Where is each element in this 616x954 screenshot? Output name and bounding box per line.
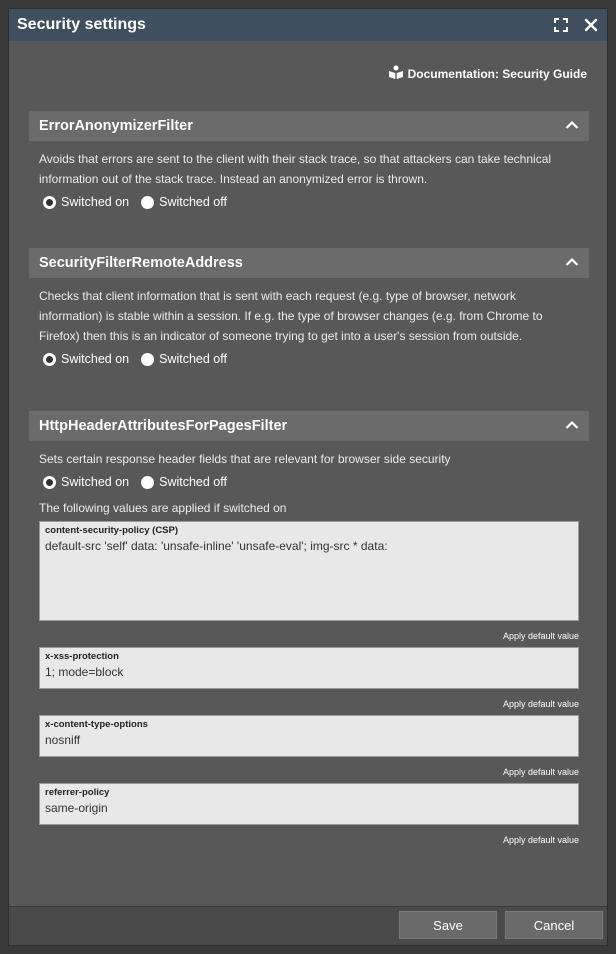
radio-switched-off[interactable] [141,195,227,209]
section-title: ErrorAnonymizerFilter [39,118,193,134]
documentation-link[interactable] [388,65,587,82]
radio-switched-on[interactable] [43,352,129,366]
security-settings-dialog [8,8,608,946]
field-value[interactable]: 1; mode=block [45,665,124,679]
radio-label: Switched off [159,475,227,489]
radio-unchecked-icon [141,196,154,209]
book-icon [388,65,404,82]
radio-unchecked-icon [141,476,154,489]
radio-label: Switched off [159,352,227,366]
radio-switched-off[interactable] [141,352,227,366]
field-label: x-content-type-options [45,719,148,730]
field-label: referrer-policy [45,787,110,798]
documentation-link-label: Documentation: Security Guide [407,66,587,81]
dialog-content [9,41,607,907]
field-label: content-security-policy (CSP) [45,525,179,536]
field-label: x-xss-protection [45,651,119,662]
section-title: HttpHeaderAttributesForPagesFilter [39,418,288,434]
radio-checked-icon [43,196,56,209]
section-description: Avoids that errors are sent to the client with their stack trace, so that attackers can take technical information out of the stack trace. Instead an anonymized error is thrown. [39,152,552,186]
radio-unchecked-icon [141,353,154,366]
chevron-up-icon[interactable] [565,254,579,272]
section-description: Checks that client information that is sent with each request (e.g. type of browser, network information) is stable within a session. If e.g. the type of browser changes (e.g. from Chrome to Firefox) then this is an indicator of someone trying to get into a user's session from outside. [39,289,543,343]
field-value[interactable]: nosniff [45,733,81,747]
referrer-policy-field[interactable] [39,783,579,825]
radio-label: Switched on [61,195,130,209]
csp-field[interactable] [39,521,579,621]
section-description: Sets certain response header fields that are relevant for browser side security [39,452,451,466]
xss-protection-field[interactable] [39,647,579,689]
section-error-anonymizer [29,111,589,209]
dialog-footer [9,906,607,945]
radio-checked-icon [43,476,56,489]
applied-values-note: The following values are applied if switched on [39,501,287,515]
chevron-up-icon[interactable] [565,417,579,435]
radio-switched-on[interactable] [43,195,129,209]
apply-default-button[interactable]: Apply default value [502,835,579,845]
apply-default-button[interactable]: Apply default value [502,631,579,641]
radio-checked-icon [43,353,56,366]
radio-switched-on[interactable] [43,475,129,489]
section-remote-address [29,248,589,366]
dialog-title: Security settings [17,16,146,33]
close-icon[interactable] [583,17,599,33]
apply-default-button[interactable]: Apply default value [502,767,579,777]
apply-default-button[interactable]: Apply default value [502,699,579,709]
section-header[interactable] [29,411,589,441]
radio-group [43,195,575,209]
section-title: SecurityFilterRemoteAddress [39,255,243,271]
radio-group [43,475,575,489]
section-http-header-attributes [29,411,589,845]
maximize-icon[interactable] [553,17,569,33]
radio-switched-off[interactable] [141,475,227,489]
save-button[interactable]: Save [399,911,497,939]
content-type-options-field[interactable] [39,715,579,757]
radio-group [43,352,575,366]
field-value[interactable]: default-src 'self' data: 'unsafe-inline' 'unsafe-eval'; img-src * data: [45,539,388,553]
radio-label: Switched on [61,352,130,366]
section-header[interactable] [29,111,589,141]
dialog-titlebar [9,9,607,41]
field-value[interactable]: same-origin [45,801,108,815]
radio-label: Switched on [61,475,130,489]
cancel-button[interactable]: Cancel [505,911,603,939]
chevron-up-icon[interactable] [565,117,579,135]
section-header[interactable] [29,248,589,278]
radio-label: Switched off [159,195,227,209]
